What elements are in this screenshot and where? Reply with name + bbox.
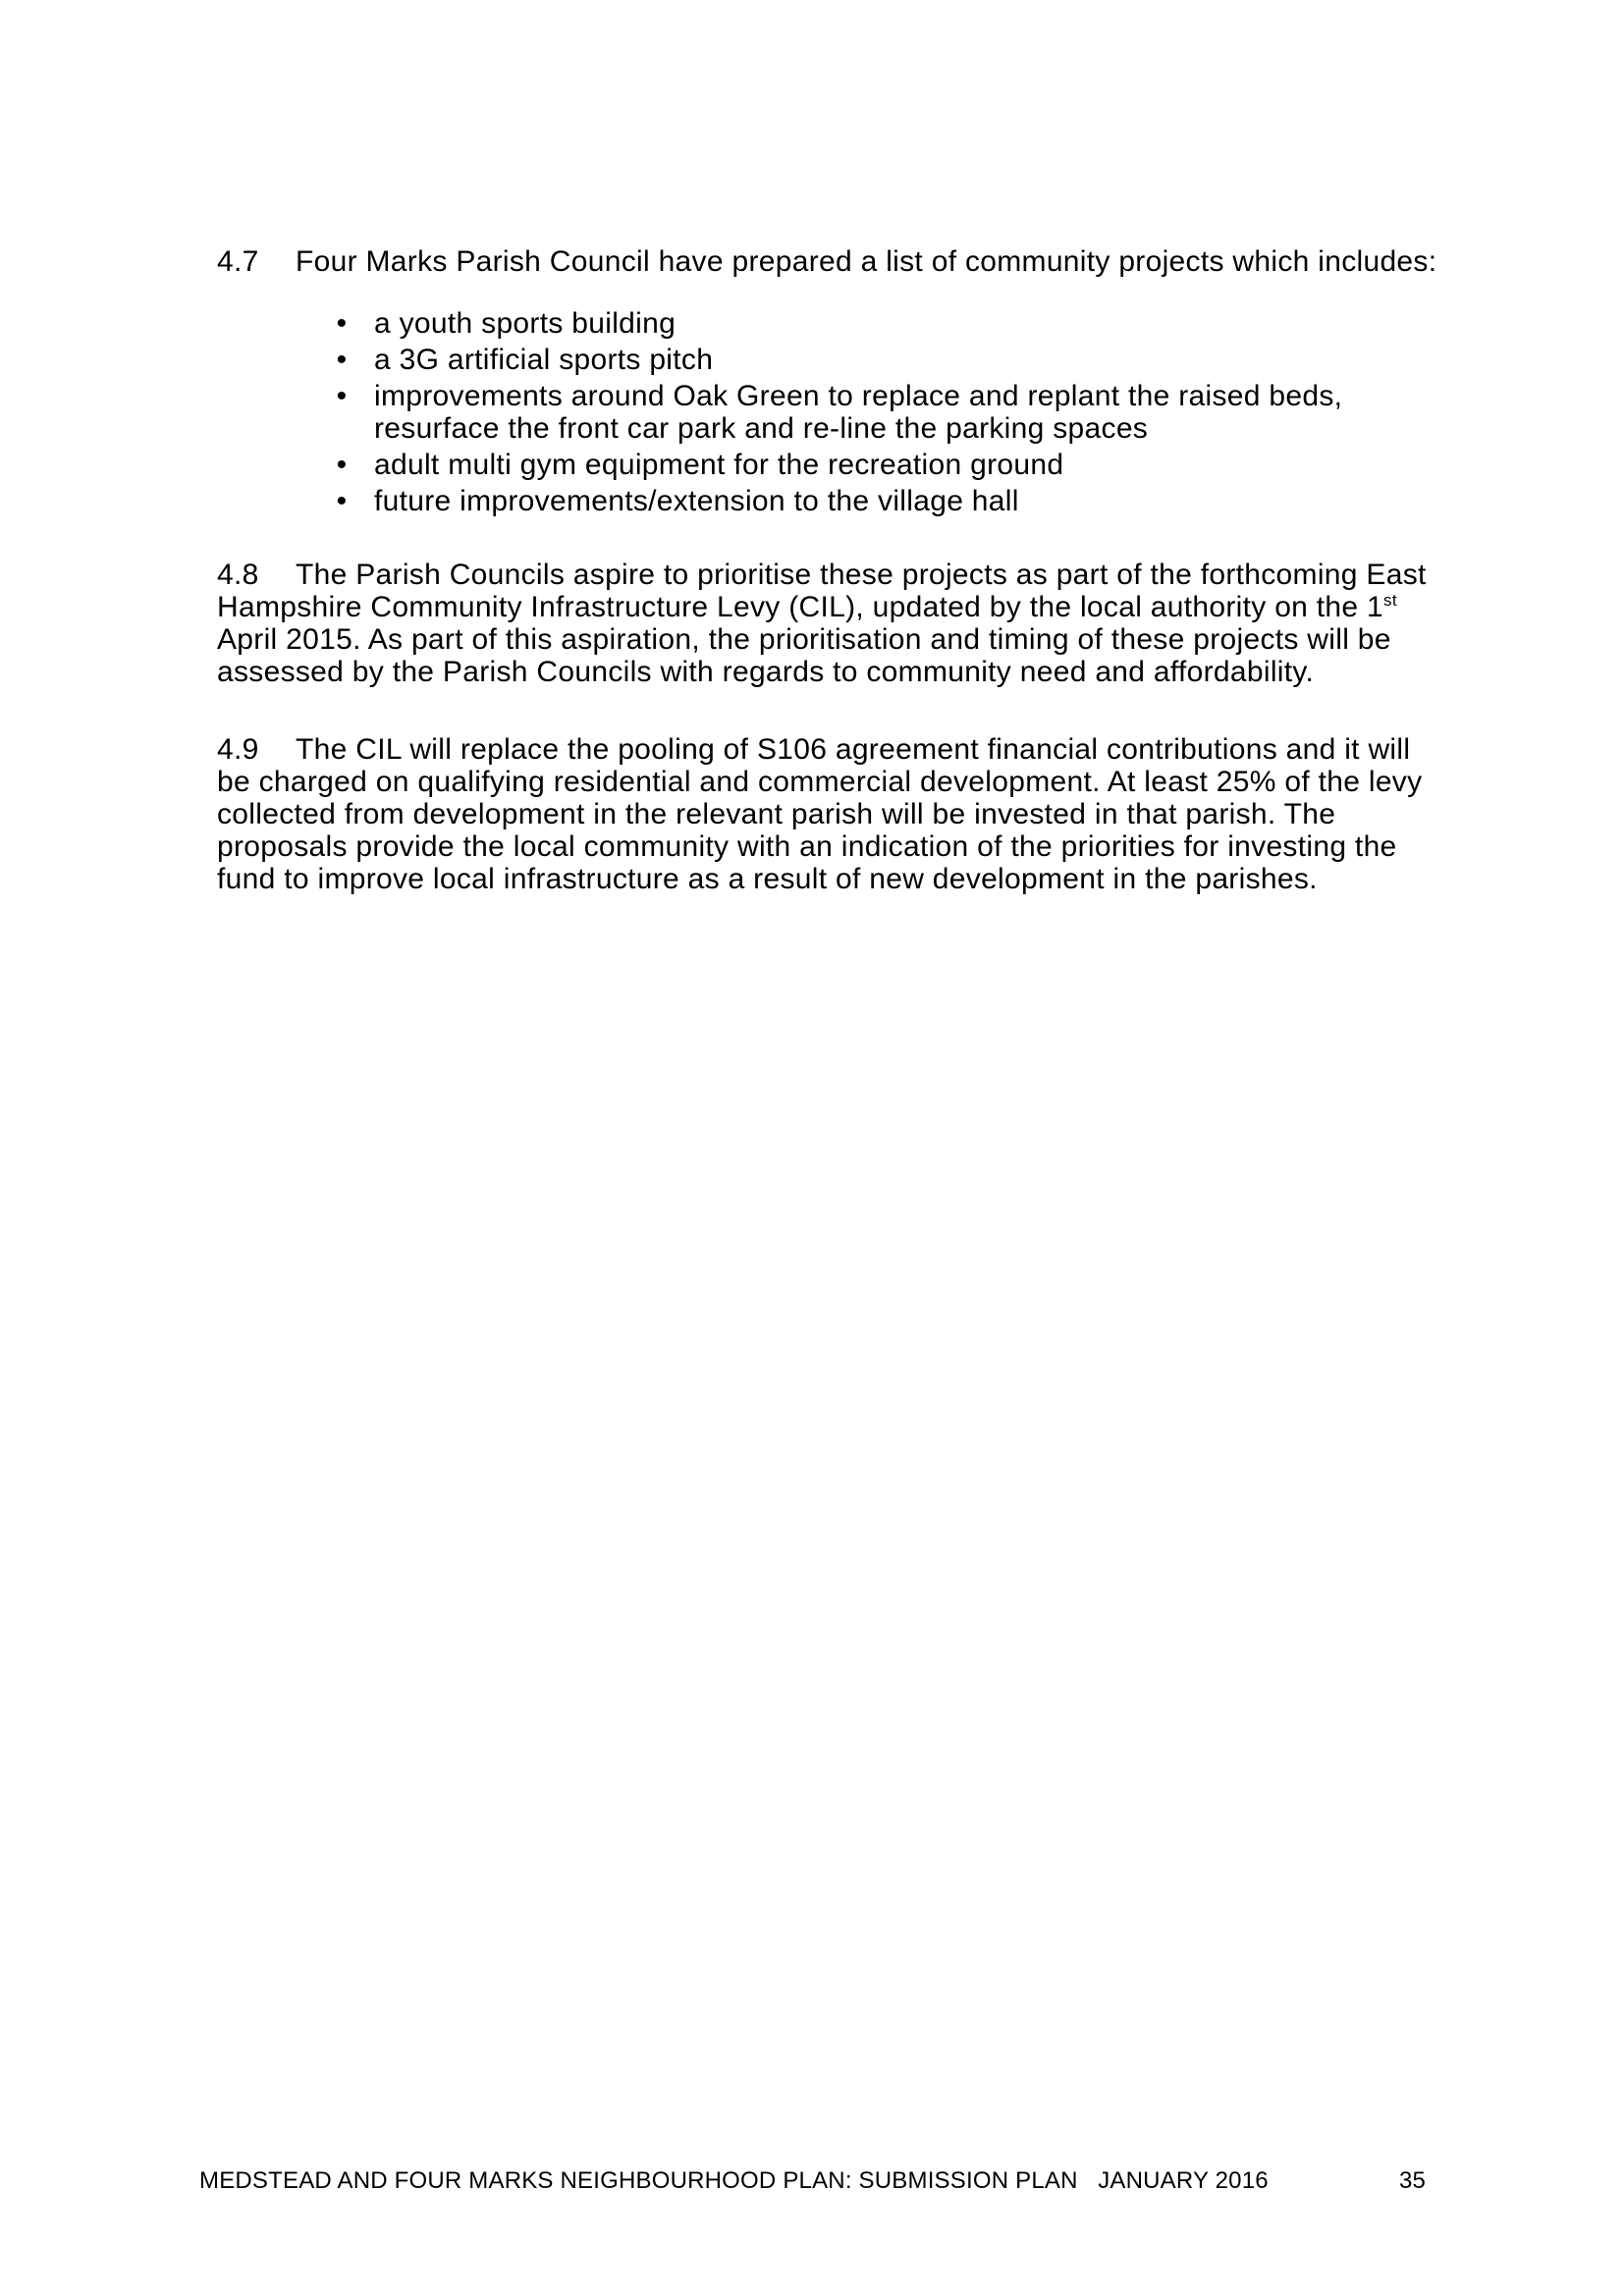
list-item-text: adult multi gym equipment for the recreation ground xyxy=(374,449,1064,481)
paragraph-text: The CIL will replace the pooling of S106 agreement financial contributions and it will be charged on qualifying residential and commercial development. At least 25% of the levy collected from development in the relevant parish will be invested in that parish. The proposals provide the local community with an indication of the priorities for investing the fund to improve local infrastructure as a result of new development in the parishes. xyxy=(217,733,1423,895)
list-item-text: a youth sports building xyxy=(374,307,677,340)
page-number: 35 xyxy=(1399,2167,1427,2194)
paragraph-text-part: The Parish Councils aspire to prioritise these projects as part of the forthcoming East Hampshire Community Infrastructure Levy (CIL), updated by the local authority on the 1 xyxy=(217,559,1427,623)
bullet-icon: • xyxy=(336,449,348,481)
list-item-text: future improvements/extension to the village hall xyxy=(374,485,1019,517)
list-item xyxy=(217,449,1444,481)
bullet-icon: • xyxy=(336,307,348,340)
footer-title: MEDSTEAD AND FOUR MARKS NEIGHBOURHOOD PLAN: SUBMISSION PLAN JANUARY 2016 xyxy=(199,2167,1269,2194)
ordinal-suffix: st xyxy=(1383,591,1397,610)
paragraph-number: 4.8 xyxy=(217,559,259,591)
list-item xyxy=(217,307,1444,340)
bullet-icon: • xyxy=(336,485,348,517)
paragraph-4-9 xyxy=(217,733,1444,895)
community-projects-list xyxy=(217,307,1444,517)
bullet-icon: • xyxy=(336,380,348,412)
paragraph-text-part: April 2015. As part of this aspiration, the prioritisation and timing of these projects will be assessed by the Parish Councils with regards to community need and affordability. xyxy=(217,623,1391,688)
paragraph-number: 4.7 xyxy=(217,245,259,278)
list-item xyxy=(217,344,1444,376)
document-body xyxy=(217,245,1444,940)
list-item xyxy=(217,485,1444,517)
list-item-text: a 3G artificial sports pitch xyxy=(374,344,714,376)
list-item xyxy=(217,380,1444,445)
paragraph-text: Four Marks Parish Council have prepared a list of community projects which includes: xyxy=(296,245,1437,278)
paragraph-4-8 xyxy=(217,559,1444,688)
paragraph-4-7 xyxy=(217,245,1444,278)
list-item-text: improvements around Oak Green to replace and replant the raised beds, resurface the front car park and re-line the parking spaces xyxy=(374,380,1343,445)
paragraph-number: 4.9 xyxy=(217,733,259,766)
bullet-icon: • xyxy=(336,344,348,376)
page-footer xyxy=(199,2167,1427,2195)
